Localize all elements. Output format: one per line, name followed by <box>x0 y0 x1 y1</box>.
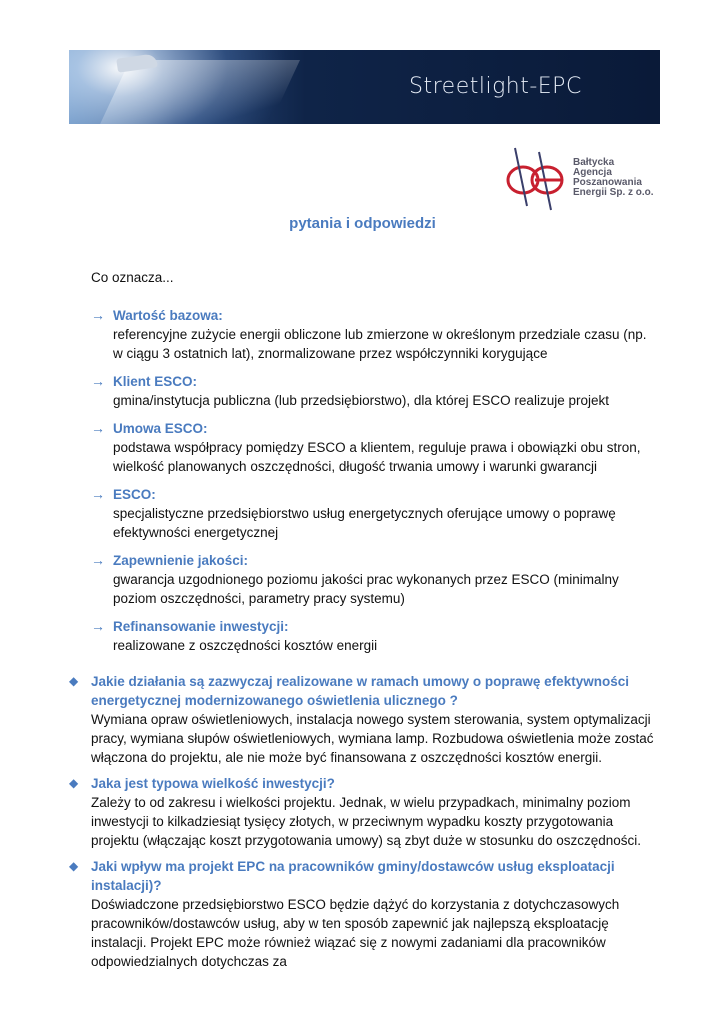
definition-desc: referencyjne zużycie energii obliczone lub zmierzone w określonym przedziale czasu (np. w ciągu 3 ostatnich lat), znormalizowane przez współczynniki korygujące <box>113 327 647 361</box>
definition-term: Zapewnienie jakości: <box>113 553 249 568</box>
diamond-bullet-icon: ◆ <box>69 674 79 688</box>
bape-logo <box>503 146 663 212</box>
banner-title: Streetlight-EPC <box>409 74 582 99</box>
qa-answer: Zależy to od zakresu i wielkości projektu. Jednak, w wielu przypadkach, minimalny poziom inwestycji to kilkadziesiąt tysięcy złotych, w przeciwnym wypadku koszty przygotowania projektu (włączając koszt przygotowania umowy) są zbyt duże w stosunku do oszczędności. <box>91 795 641 848</box>
logo-text <box>573 158 654 198</box>
definition-term: ESCO: <box>113 487 156 502</box>
definition-term: Refinansowanie inwestycji: <box>113 619 289 634</box>
definition-term: Umowa ESCO: <box>113 421 208 436</box>
definition-list <box>91 306 651 664</box>
qa-item <box>69 857 659 971</box>
arrow-right-icon: → <box>91 486 105 502</box>
logo-line: Energii Sp. z o.o. <box>573 187 654 198</box>
arrow-right-icon: → <box>91 420 105 436</box>
header-banner <box>69 50 660 124</box>
logo-line: Bałtycka <box>573 157 615 168</box>
diamond-bullet-icon: ◆ <box>69 776 79 790</box>
logo-line: Poszanowania <box>573 177 642 188</box>
diamond-bullet-icon: ◆ <box>69 859 79 873</box>
definition-term: Wartość bazowa: <box>113 308 223 323</box>
logo-line: Agencja <box>573 167 612 178</box>
qa-answer: Wymiana opraw oświetleniowych, instalacja nowego system sterowania, system optymalizacji pracy, wymiana słupów oświetleniowych, wymiana lamp. Rozbudowa oświetlenia może zostać włączona do projektu, ale nie może być finansowana z oszczędności kosztów energii. <box>91 712 654 765</box>
definition-item <box>91 419 651 476</box>
intro-text: Co oznacza... <box>91 270 174 285</box>
qa-answer: Doświadczone przedsiębiorstwo ESCO będzie dążyć do korzystania z dotychczasowych pracowników/dostawców usług, aby w ten sposób zapewnić jak najlepszą eksploatację instalacji. Projekt EPC może również wiązać się z nowymi zadaniami dla pracowników odpowiedzialnych dotychczas za <box>91 897 620 969</box>
arrow-right-icon: → <box>91 373 105 389</box>
definition-item <box>91 306 651 363</box>
definition-desc: podstawa współpracy pomiędzy ESCO a klientem, reguluje prawa i obowiązki obu stron, wielkość planowanych oszczędności, długość trwania umowy i warunki gwarancji <box>113 440 641 474</box>
qa-item <box>69 672 659 767</box>
bape-logo-mark-icon <box>503 146 569 212</box>
qa-list <box>69 672 659 978</box>
definition-desc: gwarancja uzgodnionego poziomu jakości prac wykonanych przez ESCO (minimalny poziom oszczędności, parametry pracy systemu) <box>113 572 619 606</box>
definition-item <box>91 372 651 410</box>
arrow-right-icon: → <box>91 618 105 634</box>
definition-desc: realizowane z oszczędności kosztów energii <box>113 638 378 653</box>
definition-desc: specjalistyczne przedsiębiorstwo usług energetycznych oferujące umowy o poprawę efektywności energetycznej <box>113 506 616 540</box>
definition-item <box>91 617 651 655</box>
arrow-right-icon: → <box>91 307 105 323</box>
qa-question: Jaki wpływ ma projekt EPC na pracowników gminy/dostawców usług eksploatacji instalacji)? <box>91 859 615 893</box>
definition-desc: gmina/instytucja publiczna (lub przedsiębiorstwo), dla której ESCO realizuje projekt <box>113 393 609 408</box>
arrow-right-icon: → <box>91 552 105 568</box>
page-heading: pytania i odpowiedzi <box>289 215 436 232</box>
qa-question: Jaka jest typowa wielkość inwestycji? <box>91 776 335 791</box>
definition-item <box>91 551 651 608</box>
qa-item <box>69 774 659 850</box>
qa-question: Jakie działania są zazwyczaj realizowane w ramach umowy o poprawę efektywności energetycznej modernizowanego oświetlenia ulicznego ? <box>91 674 629 708</box>
definition-item <box>91 485 651 542</box>
definition-term: Klient ESCO: <box>113 374 198 389</box>
